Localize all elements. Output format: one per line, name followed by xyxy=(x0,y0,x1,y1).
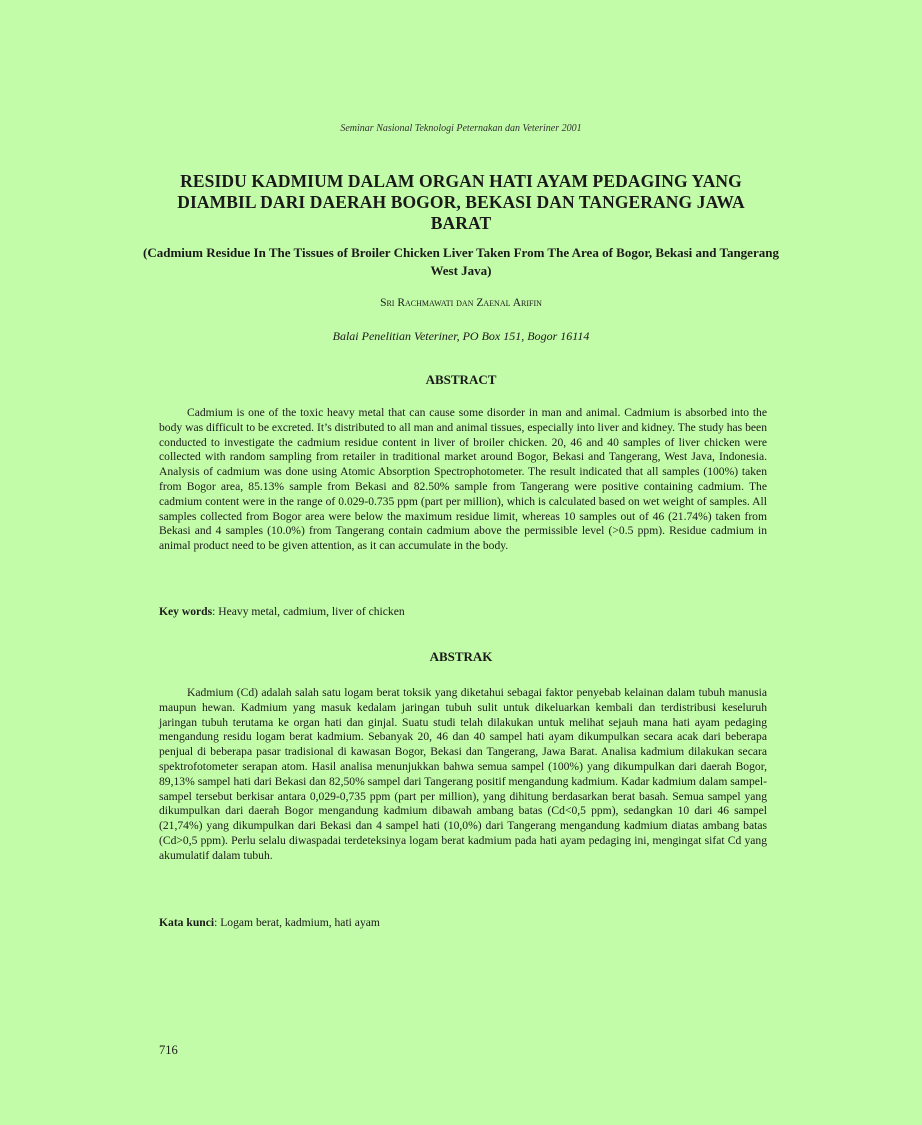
running-header: Seminar Nasional Teknologi Peternakan dan Veteriner 2001 xyxy=(340,123,582,134)
page-number: 716 xyxy=(159,1043,178,1057)
abstract-body: Cadmium is one of the toxic heavy metal that can cause some disorder in man and animal. Cadmium is absorbed into the body was difficult to be excreted. It’s distributed to all man and animal tissues, especially into liver and kidney. The study has been conducted to investigate the cadmium residue content in liver of broiler chicken. 20, 46 and 40 samples of liver chicken were collected with random sampling from retailer in traditional market around Bogor, Bekasi and Tangerang, West Java, Indonesia. Analysis of cadmium was done using Atomic Absorption Spectrophotometer. The result indicated that all samples (100%) taken from Bogor area, 85.13% sample from Bekasi and 82.50% sample from Tangerang were positive containing cadmium. The cadmium content were in the range of 0.029-0.735 ppm (part per million), which is calculated based on wet weight of samples. All samples collected from Bogor area were below the maximum residue limit, whereas 10 samples out of 46 (21.74%) taken from Bekasi and 4 samples (10.0%) from Tangerang contain cadmium above the permissible level (>0.5 ppm). Residue cadmium in animal product need to be given attention, as it can accumulate in the body. xyxy=(159,406,767,553)
keywords-id xyxy=(159,915,767,930)
keywords-id-label: Kata kunci xyxy=(159,916,215,929)
keywords-id-values: : Logam berat, kadmium, hati ayam xyxy=(214,916,380,929)
keywords-en-label: Key words xyxy=(159,605,213,618)
affiliation: Balai Penelitian Veteriner, PO Box 151, Bogor 16114 xyxy=(332,329,590,343)
paper-subtitle: (Cadmium Residue In The Tissues of Broiler Chicken Liver Taken From The Area of Bogor, Bekasi and Tangerang West Java) xyxy=(143,245,779,278)
keywords-en xyxy=(159,604,767,619)
abstract-heading: ABSTRACT xyxy=(425,372,497,387)
paper-title: RESIDU KADMIUM DALAM ORGAN HATI AYAM PEDAGING YANG DIAMBIL DARI DAERAH BOGOR, BEKASI DAN TANGERANG JAWA BARAT xyxy=(177,171,745,233)
keywords-en-values: : Heavy metal, cadmium, liver of chicken xyxy=(212,605,405,618)
abstrak-body: Kadmium (Cd) adalah salah satu logam berat toksik yang diketahui sebagai faktor penyebab kelainan dalam tubuh manusia maupun hewan. Kadmium yang masuk kedalam jaringan tubuh sulit untuk dikeluarkan kembali dan terdistribusi keseluruh jaringan tubuh terutama ke organ hati dan ginjal. Suatu studi telah dilakukan untuk melihat sejauh mana hati ayam pedaging mengandung residu logam berat kadmium. Sebanyak 20, 46 dan 40 sampel hati ayam dikumpulkan secara acak dari beberapa penjual di beberapa pasar tradisional di kawasan Bogor, Bekasi dan Tangerang, Jawa Barat. Analisa kadmium dilakukan secara spektrofotometer serapan atom. Hasil analisa menunjukkan bahwa semua sampel (100%) yang dikumpulkan dari daerah Bogor, 89,13% sampel hati dari Bekasi dan 82,50% sampel dari Tangerang positif mengandung kadmium. Kadar kadmium dalam sampel-sampel tersebut berkisar antara 0,029-0,735 ppm (part per million), yang dihitung berdasarkan berat basah. Semua sampel yang dikumpulkan dari daerah Bogor mengandung kadmium dibawah ambang batas (Cd<0,5 ppm), sedangkan 10 dari 46 sampel (21,74%) yang dikumpulkan dari Bekasi dan 4 sampel hati (10,0%) dari Tangerang mengandung kadmium diatas ambang batas (Cd>0,5 ppm). Perlu selalu diwaspadai terdeteksinya logam berat kadmium pada hati ayam pedaging ini, mengingat sifat Cd yang akumulatif dalam tubuh. xyxy=(159,686,767,862)
abstrak-heading: ABSTRAK xyxy=(429,649,493,664)
authors: Sri Rachmawati dan Zaenal Arifin xyxy=(380,297,542,309)
